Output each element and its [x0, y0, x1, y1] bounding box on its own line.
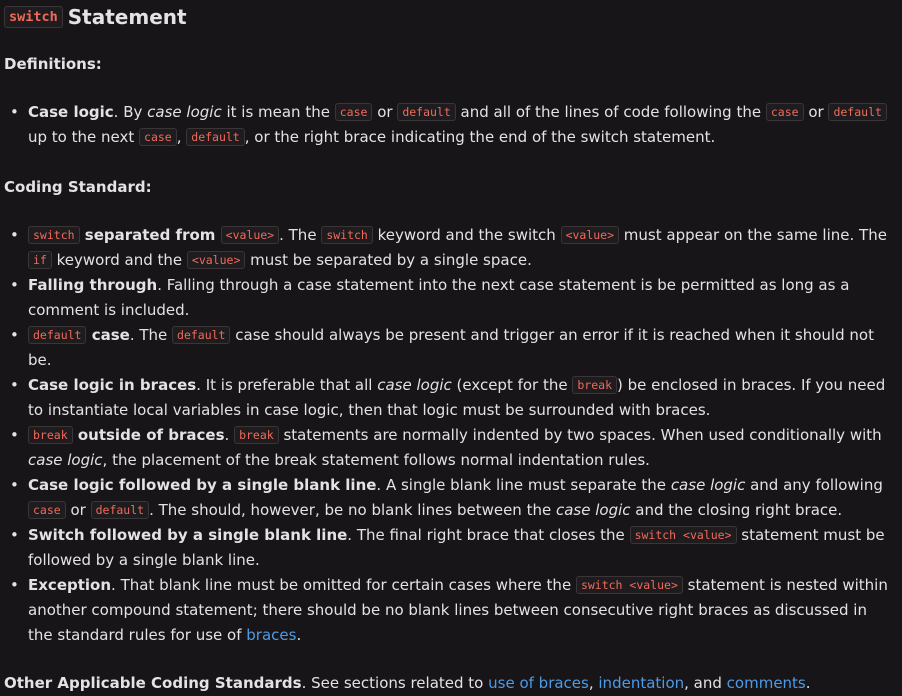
coding-standard-heading: Coding Standard:	[4, 178, 152, 196]
inline-code: <value>	[221, 226, 279, 244]
text: . A single blank line must separate the	[376, 476, 671, 494]
use-of-braces-link[interactable]: use of braces	[488, 674, 589, 692]
inline-code: case	[766, 103, 804, 121]
other-standards-paragraph	[4, 671, 898, 696]
text: . By	[113, 103, 148, 121]
item-title: outside of braces	[72, 426, 225, 444]
inline-code: default	[397, 103, 455, 121]
text: ,	[176, 128, 187, 146]
text: . It is preferable that all	[196, 376, 378, 394]
definition-item-case-logic	[4, 100, 898, 150]
text: , the placement of the break statement follows normal indentation rules.	[102, 451, 650, 469]
text: . Falling through a case statement into the next case statement is be permitted as long as a comment is included.	[28, 276, 850, 319]
text: . See sections related to	[301, 674, 489, 692]
text: must appear on the same line. The	[619, 226, 887, 244]
text: must be separated by a single space.	[245, 251, 532, 269]
coding-standard-list	[4, 223, 898, 648]
text: .	[224, 426, 235, 444]
italic-term: case logic	[670, 476, 746, 494]
text: , and	[684, 674, 727, 692]
text: . That blank line must be omitted for certain cases where the	[111, 576, 576, 594]
definitions-heading: Definitions:	[4, 55, 102, 73]
inline-code: <value>	[187, 251, 245, 269]
inline-code: break	[572, 376, 617, 394]
text: keyword and the	[51, 251, 187, 269]
text: and the closing right brace.	[630, 501, 843, 519]
text: ,	[588, 674, 599, 692]
inline-code: switch <value>	[630, 526, 737, 544]
inline-code: <value>	[561, 226, 619, 244]
other-standards-title: Other Applicable Coding Standards	[4, 674, 302, 692]
inline-code: break	[234, 426, 279, 444]
title-text: Statement	[67, 5, 187, 29]
italic-term: case logic	[555, 501, 631, 519]
text: case should always be present and trigger an error if it is reached when it should not be.	[28, 326, 874, 369]
inline-code: default	[28, 326, 86, 344]
inline-code: switch <value>	[576, 576, 683, 594]
standard-item-falling-through	[4, 273, 898, 323]
item-title: Exception	[28, 576, 112, 594]
title-code: switch	[4, 6, 63, 28]
text: or	[803, 103, 829, 121]
comments-link[interactable]: comments	[726, 674, 806, 692]
inline-code: switch	[28, 226, 80, 244]
inline-code: default	[828, 103, 886, 121]
standard-item-default-case	[4, 323, 898, 373]
text: . The should, however, be no blank lines between the	[149, 501, 556, 519]
text: .	[296, 626, 302, 644]
text: (except for the	[451, 376, 573, 394]
text: or	[65, 501, 91, 519]
text: statement must be followed by a single blank line.	[28, 526, 885, 569]
standard-item-switch-separated	[4, 223, 898, 273]
text: . The	[129, 326, 173, 344]
definitions-list	[4, 100, 898, 150]
inline-code: case	[335, 103, 373, 121]
item-title: Switch followed by a single blank line	[28, 526, 348, 544]
text: up to the next	[28, 128, 140, 146]
text: and any following	[745, 476, 883, 494]
inline-code: case	[139, 128, 177, 146]
item-title: Case logic in braces	[28, 376, 197, 394]
text: and all of the lines of code following the	[455, 103, 766, 121]
text: statements are normally indented by two spaces. When used conditionally with	[278, 426, 882, 444]
text: it is mean the	[221, 103, 335, 121]
definition-term: Case logic	[28, 103, 114, 121]
inline-code: default	[172, 326, 230, 344]
standard-item-case-logic-braces	[4, 373, 898, 423]
inline-code: switch	[321, 226, 373, 244]
text: or	[372, 103, 398, 121]
inline-code: if	[28, 251, 52, 269]
page-title	[4, 0, 898, 32]
item-title: separated from	[79, 226, 221, 244]
standard-item-break-outside-braces	[4, 423, 898, 473]
text: , or the right brace indicating the end of the switch statement.	[244, 128, 716, 146]
text: .	[805, 674, 811, 692]
inline-code: default	[91, 501, 149, 519]
text: . The final right brace that closes the	[347, 526, 630, 544]
braces-link[interactable]: braces	[246, 626, 297, 644]
item-title: Case logic followed by a single blank line	[28, 476, 377, 494]
inline-code: break	[28, 426, 73, 444]
italic-term: case logic	[28, 451, 103, 469]
item-title: Falling through	[28, 276, 158, 294]
italic-term: case logic	[147, 103, 222, 121]
item-title: case	[86, 326, 130, 344]
standard-item-case-blank-line	[4, 473, 898, 523]
standard-item-exception	[4, 573, 898, 648]
inline-code: default	[186, 128, 244, 146]
inline-code: case	[28, 501, 66, 519]
text: ) be enclosed in braces. If you need to instantiate local variables in case logic, then that logic must be surrounded with braces.	[28, 376, 886, 419]
text: . The	[279, 226, 322, 244]
indentation-link[interactable]: indentation	[598, 674, 685, 692]
italic-term: case logic	[377, 376, 452, 394]
standard-item-switch-blank-line	[4, 523, 898, 573]
text: statement is nested within another compound statement; there should be no blank lines between consecutive right braces as discussed in the standard rules for use of	[28, 576, 888, 644]
text: keyword and the switch	[372, 226, 561, 244]
